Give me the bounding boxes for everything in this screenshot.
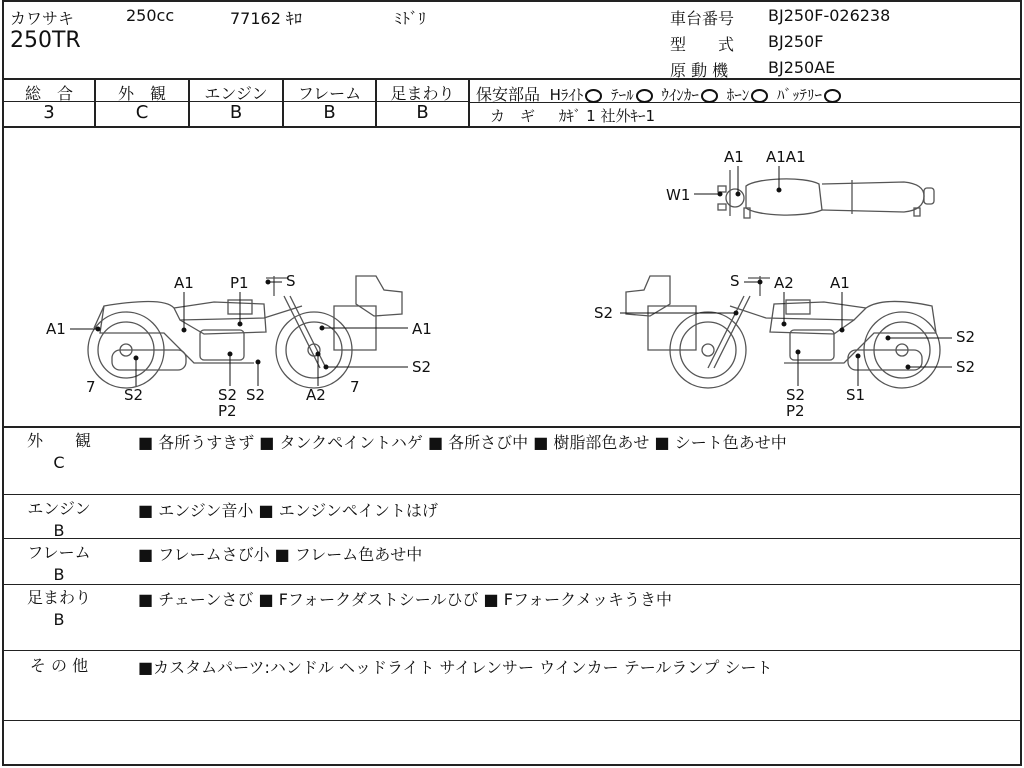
damage-label: A2 [774, 274, 794, 292]
damage-label: W1 [666, 186, 691, 204]
engine-remarks: ■ エンジン音小 ■ エンジンペイントはげ [138, 501, 438, 520]
type-label: 型 式 [670, 35, 735, 54]
damage-label: P2 [218, 402, 237, 420]
damage-label: P2 [786, 402, 805, 420]
ok-circle-icon [751, 89, 768, 103]
exterior-remarks: ■ 各所うすきず ■ タンクペイントハゲ ■ 各所さび中 ■ 樹脂部色あせ ■ シート色あせ中 [138, 433, 787, 452]
ok-circle-icon [585, 89, 602, 103]
frame-value: B [323, 102, 336, 123]
damage-label: A1 [46, 320, 66, 338]
damage-label: S2 [594, 304, 614, 322]
safety-label: 保安部品 [476, 85, 541, 104]
damage-label: S2 [124, 386, 144, 404]
key-label: カ ギ [490, 107, 536, 125]
ok-circle-icon [701, 89, 718, 103]
safety-headlight: Hﾗｲﾄ [549, 86, 584, 104]
divider [4, 494, 1020, 495]
damage-label: S2 [786, 386, 806, 404]
engine-value: B [229, 102, 243, 123]
ok-circle-icon [824, 89, 841, 103]
ok-circle-icon [636, 89, 653, 103]
safety-tail: ﾃｰﾙ [611, 86, 634, 104]
color: ﾐﾄﾞﾘ [394, 9, 427, 28]
exterior-value: C [135, 102, 149, 123]
motorcycle-top-view [718, 170, 934, 218]
damage-label: S1 [846, 386, 866, 404]
safety-battery: ﾊﾞｯﾃﾘｰ [777, 86, 823, 104]
engine-label: エンジン [204, 84, 268, 103]
divider [4, 650, 1020, 651]
other-remarks: ■カスタムパーツ:ハンドル ヘッドライト サイレンサー ウインカー テールランプ シート [138, 658, 773, 677]
type-value: BJ250F [768, 32, 824, 51]
damage-label: A1A1 [766, 148, 806, 166]
suspension-section-label: 足まわり B [26, 588, 91, 629]
frame-section-label: フレーム B [27, 543, 91, 584]
safety-horn: ﾎｰﾝ [726, 86, 750, 104]
divider [4, 538, 1020, 539]
damage-label: A1 [174, 274, 194, 292]
exterior-label: 外 観 [117, 84, 166, 103]
key-row [490, 105, 655, 126]
motorcycle-left-view [88, 276, 402, 388]
engine-model-label: 原 動 機 [670, 61, 729, 80]
divider [4, 584, 1020, 585]
engine-section-label: エンジン B [27, 499, 91, 540]
damage-label: A1 [830, 274, 850, 292]
damage-label: A1 [724, 148, 744, 166]
maker: カワサキ [10, 9, 75, 28]
displacement: 250cc [126, 6, 175, 25]
damage-label: S [286, 272, 296, 290]
damage-label: S [730, 272, 740, 290]
other-section-label: そ の 他 [29, 656, 89, 675]
motorcycle-right-view [626, 276, 940, 388]
suspension-value: B [416, 102, 429, 123]
damage-label: S2 [218, 386, 238, 404]
key-value: ｶｷﾞ 1 社外ｷｰ1 [558, 107, 655, 125]
model-name: 250TR [10, 28, 81, 53]
damage-diagram [4, 128, 1020, 426]
chassis-value: BJ250F-026238 [768, 6, 891, 25]
damage-label: S2 [956, 328, 976, 346]
damage-label: 7 [86, 378, 96, 396]
damage-label: P1 [230, 274, 249, 292]
overall-value: 3 [43, 102, 55, 123]
damage-label: A2 [306, 386, 326, 404]
divider [4, 720, 1020, 721]
frame-label: フレーム [297, 84, 362, 103]
engine-model-value: BJ250AE [768, 58, 836, 77]
inspection-sheet [2, 0, 1022, 766]
divider [4, 426, 1020, 428]
safety-parts [476, 82, 845, 105]
exterior-section-label: 外 観 C [26, 431, 91, 472]
safety-winker: ｳｲﾝｶｰ [661, 86, 699, 104]
divider [4, 78, 1020, 80]
frame-remarks: ■ フレームさび小 ■ フレーム色あせ中 [138, 545, 423, 564]
mileage: 77162 ｷﾛ [230, 9, 302, 28]
damage-label: S2 [246, 386, 266, 404]
damage-label: 7 [350, 378, 360, 396]
chassis-label: 車台番号 [670, 9, 735, 28]
damage-label: S2 [956, 358, 976, 376]
damage-label: S2 [412, 358, 432, 376]
suspension-remarks: ■ チェーンさび ■ Fフォークダストシールひび ■ Fフォークメッキうき中 [138, 590, 672, 609]
suspension-label: 足まわり [390, 84, 455, 103]
overall-label: 総 合 [24, 84, 73, 103]
damage-label: A1 [412, 320, 432, 338]
